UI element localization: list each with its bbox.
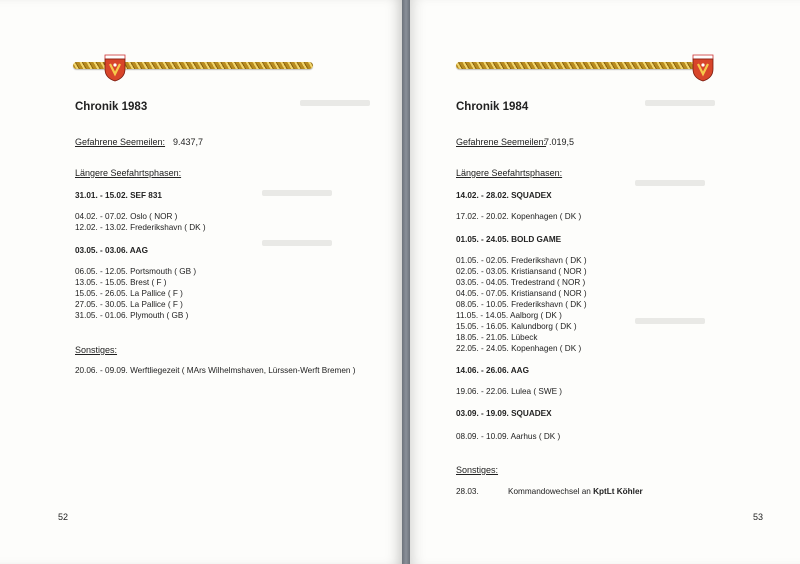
miles-value: 9.437,7 xyxy=(173,137,204,147)
port-entry: 12.02. - 13.02. Frederikshavn ( DK ) xyxy=(75,223,206,232)
crest-emblem-icon xyxy=(691,54,715,82)
book-gutter xyxy=(402,0,410,564)
phase-heading: 03.09. - 19.09. SQUADEX xyxy=(456,409,552,418)
bleed-through xyxy=(262,190,332,196)
phase-heading: 03.05. - 03.06. AAG xyxy=(75,246,148,255)
port-entry: 06.05. - 12.05. Portsmouth ( GB ) xyxy=(75,267,197,276)
page-number: 52 xyxy=(58,512,69,522)
bleed-through xyxy=(300,100,370,106)
page-title: Chronik 1983 xyxy=(75,101,148,113)
sonstiges-entry xyxy=(508,487,643,496)
right-page xyxy=(410,0,800,564)
port-entry: 02.05. - 03.05. Kristiansand ( NOR ) xyxy=(456,267,587,276)
sonstiges-label: Sonstiges: xyxy=(75,345,118,355)
bleed-through xyxy=(645,100,715,106)
port-entry: 17.02. - 20.02. Kopenhagen ( DK ) xyxy=(456,212,582,221)
port-entry: 01.05. - 02.05. Frederikshavn ( DK ) xyxy=(456,256,587,265)
port-entry: 11.05. - 14.05. Aalborg ( DK ) xyxy=(456,311,562,320)
phase-heading: 14.06. - 26.06. AAG xyxy=(456,366,529,375)
port-entry: 19.06. - 22.06. Lulea ( SWE ) xyxy=(456,387,563,396)
miles-label: Gefahrene Seemeilen: xyxy=(456,137,547,147)
page-number: 53 xyxy=(753,512,764,522)
port-entry: 18.05. - 21.05. Lübeck xyxy=(456,333,538,342)
sonstiges-entry: 20.06. - 09.09. Werftliegezeit ( MArs Wilhelmshaven, Lürssen-Werft Bremen ) xyxy=(75,366,356,375)
phase-heading: 31.01. - 15.02. SEF 831 xyxy=(75,191,162,200)
port-entry: 22.05. - 24.05. Kopenhagen ( DK ) xyxy=(456,344,582,353)
port-entry: 04.05. - 07.05. Kristiansand ( NOR ) xyxy=(456,289,587,298)
rope-divider xyxy=(456,62,704,69)
sonstiges-text: Kommandowechsel an xyxy=(508,487,594,496)
sonstiges-label: Sonstiges: xyxy=(456,465,499,475)
bleed-through xyxy=(635,180,705,186)
phase-heading: 01.05. - 24.05. BOLD GAME xyxy=(456,235,562,244)
bleed-through xyxy=(262,240,332,246)
port-entry: 04.02. - 07.02. Oslo ( NOR ) xyxy=(75,212,178,221)
sonstiges-date: 28.03. xyxy=(456,487,479,496)
bleed-through xyxy=(635,318,705,324)
phases-label: Längere Seefahrtsphasen: xyxy=(456,168,563,178)
port-entry: 27.05. - 30.05. La Pallice ( F ) xyxy=(75,300,183,309)
miles-value: 7.019,5 xyxy=(544,137,575,147)
port-entry: 08.05. - 10.05. Frederikshavn ( DK ) xyxy=(456,300,587,309)
phase-heading: 14.02. - 28.02. SQUADEX xyxy=(456,191,552,200)
port-entry: 31.05. - 01.06. Plymouth ( GB ) xyxy=(75,311,189,320)
port-entry: 15.05. - 26.05. La Pallice ( F ) xyxy=(75,289,183,298)
port-entry: 08.09. - 10.09. Aarhus ( DK ) xyxy=(456,432,561,441)
port-entry: 13.05. - 15.05. Brest ( F ) xyxy=(75,278,167,287)
miles-label: Gefahrene Seemeilen: xyxy=(75,137,166,147)
port-entry: 03.05. - 04.05. Tredestrand ( NOR ) xyxy=(456,278,586,287)
page-title: Chronik 1984 xyxy=(456,101,529,113)
crest-emblem-icon xyxy=(103,54,127,82)
port-entry: 15.05. - 16.05. Kalundborg ( DK ) xyxy=(456,322,577,331)
commander-name: KptLt Köhler xyxy=(593,487,643,496)
phases-label: Längere Seefahrtsphasen: xyxy=(75,168,182,178)
